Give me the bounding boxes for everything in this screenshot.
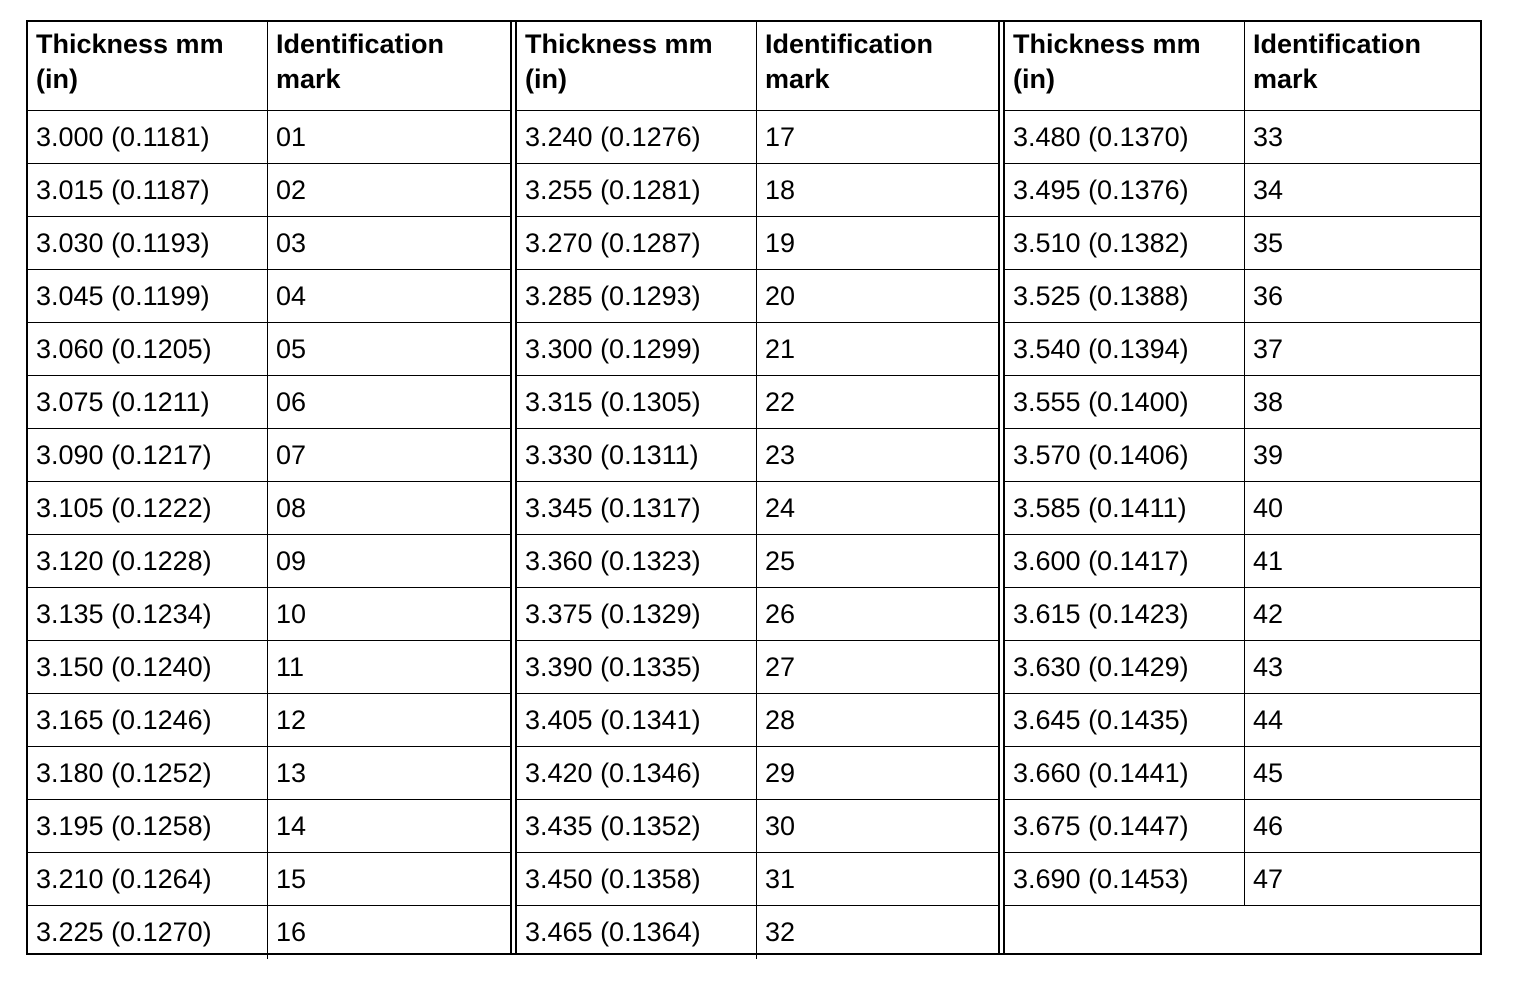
thickness-column-header: Thickness mm (in) bbox=[1005, 22, 1245, 110]
thickness-cell: 3.570 (0.1406) bbox=[1005, 429, 1245, 481]
table-row bbox=[1005, 906, 1480, 959]
thickness-cell: 3.630 (0.1429) bbox=[1005, 641, 1245, 693]
table-row bbox=[1005, 217, 1480, 270]
table-row bbox=[28, 323, 510, 376]
table-row bbox=[28, 588, 510, 641]
thickness-cell: 3.300 (0.1299) bbox=[517, 323, 757, 375]
identification-mark-cell: 30 bbox=[765, 810, 796, 841]
identification-mark-cell: 24 bbox=[765, 492, 796, 523]
table-row bbox=[1005, 270, 1480, 323]
identification-mark-cell: 20 bbox=[765, 280, 796, 311]
thickness-cell: 3.480 (0.1370) bbox=[1005, 111, 1245, 163]
table-row bbox=[517, 853, 998, 906]
table-row bbox=[517, 217, 998, 270]
thickness-cell: 3.375 (0.1329) bbox=[517, 588, 757, 640]
thickness-cell: 3.255 (0.1281) bbox=[517, 164, 757, 216]
table-row bbox=[517, 535, 998, 588]
thickness-cell: 3.405 (0.1341) bbox=[517, 694, 757, 746]
identification-mark-cell bbox=[1245, 906, 1480, 959]
identification-mark-cell: 43 bbox=[1253, 651, 1284, 682]
table-row bbox=[517, 641, 998, 694]
identification-mark-cell: 44 bbox=[1253, 704, 1284, 735]
table-row bbox=[517, 323, 998, 376]
column-group-3 bbox=[998, 22, 1480, 953]
table-row bbox=[517, 800, 998, 853]
identification-mark-cell: 35 bbox=[1253, 227, 1284, 258]
identification-mark-column-header: Identification mark bbox=[276, 29, 444, 94]
table-row bbox=[28, 906, 510, 959]
thickness-cell: 3.660 (0.1441) bbox=[1005, 747, 1245, 799]
table-row bbox=[517, 164, 998, 217]
thickness-cell: 3.645 (0.1435) bbox=[1005, 694, 1245, 746]
table-row bbox=[517, 429, 998, 482]
thickness-cell: 3.045 (0.1199) bbox=[28, 270, 268, 322]
identification-mark-cell: 02 bbox=[276, 174, 307, 205]
identification-mark-cell: 46 bbox=[1253, 810, 1284, 841]
thickness-column-header: Thickness mm (in) bbox=[517, 22, 757, 110]
identification-mark-cell: 07 bbox=[276, 439, 307, 470]
table-row bbox=[1005, 376, 1480, 429]
thickness-cell: 3.315 (0.1305) bbox=[517, 376, 757, 428]
identification-mark-cell: 21 bbox=[765, 333, 796, 364]
thickness-cell: 3.030 (0.1193) bbox=[28, 217, 268, 269]
identification-mark-cell: 03 bbox=[276, 227, 307, 258]
table-row bbox=[517, 376, 998, 429]
identification-mark-cell: 41 bbox=[1253, 545, 1284, 576]
thickness-cell bbox=[1005, 906, 1245, 959]
identification-mark-cell: 27 bbox=[765, 651, 796, 682]
table-row bbox=[28, 217, 510, 270]
thickness-cell: 3.510 (0.1382) bbox=[1005, 217, 1245, 269]
thickness-cell: 3.210 (0.1264) bbox=[28, 853, 268, 905]
column-group-2 bbox=[510, 22, 998, 953]
table-row bbox=[517, 482, 998, 535]
thickness-cell: 3.120 (0.1228) bbox=[28, 535, 268, 587]
identification-mark-cell: 40 bbox=[1253, 492, 1284, 523]
thickness-cell: 3.360 (0.1323) bbox=[517, 535, 757, 587]
identification-mark-cell: 11 bbox=[276, 651, 305, 682]
thickness-cell: 3.585 (0.1411) bbox=[1005, 482, 1245, 534]
identification-mark-column-header: Identification mark bbox=[765, 29, 933, 94]
identification-mark-cell: 04 bbox=[276, 280, 307, 311]
identification-mark-cell: 15 bbox=[276, 863, 307, 894]
thickness-cell: 3.435 (0.1352) bbox=[517, 800, 757, 852]
identification-mark-cell: 34 bbox=[1253, 174, 1284, 205]
identification-mark-column-header: Identification mark bbox=[1253, 29, 1421, 94]
identification-mark-cell: 26 bbox=[765, 598, 796, 629]
table-row bbox=[28, 482, 510, 535]
header-row bbox=[1005, 22, 1480, 111]
table-row bbox=[1005, 694, 1480, 747]
identification-mark-cell: 45 bbox=[1253, 757, 1284, 788]
identification-mark-cell: 09 bbox=[276, 545, 307, 576]
table-row bbox=[1005, 482, 1480, 535]
table-row bbox=[517, 111, 998, 164]
identification-mark-cell: 19 bbox=[765, 227, 796, 258]
identification-mark-cell: 08 bbox=[276, 492, 307, 523]
thickness-cell: 3.330 (0.1311) bbox=[517, 429, 757, 481]
thickness-cell: 3.540 (0.1394) bbox=[1005, 323, 1245, 375]
identification-mark-cell: 01 bbox=[276, 121, 307, 152]
thickness-identification-table bbox=[26, 20, 1482, 955]
identification-mark-cell: 12 bbox=[276, 704, 307, 735]
table-row bbox=[28, 853, 510, 906]
thickness-cell: 3.600 (0.1417) bbox=[1005, 535, 1245, 587]
identification-mark-cell: 25 bbox=[765, 545, 796, 576]
identification-mark-cell: 05 bbox=[276, 333, 307, 364]
table-row bbox=[28, 800, 510, 853]
thickness-cell: 3.615 (0.1423) bbox=[1005, 588, 1245, 640]
thickness-cell: 3.075 (0.1211) bbox=[28, 376, 268, 428]
identification-mark-cell: 33 bbox=[1253, 121, 1284, 152]
table-row bbox=[1005, 164, 1480, 217]
identification-mark-cell: 47 bbox=[1253, 863, 1284, 894]
identification-mark-cell: 42 bbox=[1253, 598, 1284, 629]
table-row bbox=[1005, 747, 1480, 800]
table-row bbox=[28, 270, 510, 323]
identification-mark-cell: 14 bbox=[276, 810, 307, 841]
table-row bbox=[517, 906, 998, 959]
identification-mark-cell: 23 bbox=[765, 439, 796, 470]
thickness-column-header: Thickness mm (in) bbox=[28, 22, 268, 110]
thickness-cell: 3.555 (0.1400) bbox=[1005, 376, 1245, 428]
thickness-cell: 3.240 (0.1276) bbox=[517, 111, 757, 163]
thickness-cell: 3.420 (0.1346) bbox=[517, 747, 757, 799]
table-row bbox=[1005, 429, 1480, 482]
table-row bbox=[1005, 535, 1480, 588]
identification-mark-cell: 29 bbox=[765, 757, 796, 788]
thickness-cell: 3.165 (0.1246) bbox=[28, 694, 268, 746]
identification-mark-cell: 17 bbox=[765, 121, 796, 152]
table-row bbox=[28, 535, 510, 588]
thickness-cell: 3.195 (0.1258) bbox=[28, 800, 268, 852]
thickness-cell: 3.090 (0.1217) bbox=[28, 429, 268, 481]
column-group-1 bbox=[28, 22, 510, 953]
identification-mark-cell: 06 bbox=[276, 386, 307, 417]
table-row bbox=[28, 641, 510, 694]
identification-mark-cell: 38 bbox=[1253, 386, 1284, 417]
thickness-cell: 3.135 (0.1234) bbox=[28, 588, 268, 640]
thickness-cell: 3.675 (0.1447) bbox=[1005, 800, 1245, 852]
identification-mark-cell: 37 bbox=[1253, 333, 1284, 364]
identification-mark-cell: 36 bbox=[1253, 280, 1284, 311]
table-row bbox=[517, 270, 998, 323]
header-row bbox=[28, 22, 510, 111]
identification-mark-cell: 16 bbox=[276, 917, 307, 947]
thickness-cell: 3.225 (0.1270) bbox=[28, 906, 268, 959]
thickness-cell: 3.180 (0.1252) bbox=[28, 747, 268, 799]
identification-mark-cell: 32 bbox=[765, 917, 796, 947]
thickness-cell: 3.465 (0.1364) bbox=[517, 906, 757, 959]
thickness-cell: 3.390 (0.1335) bbox=[517, 641, 757, 693]
table-row bbox=[517, 694, 998, 747]
thickness-cell: 3.150 (0.1240) bbox=[28, 641, 268, 693]
thickness-cell: 3.060 (0.1205) bbox=[28, 323, 268, 375]
table-row bbox=[1005, 800, 1480, 853]
table-row bbox=[517, 588, 998, 641]
identification-mark-cell: 31 bbox=[765, 863, 796, 894]
identification-mark-cell: 39 bbox=[1253, 439, 1284, 470]
table-row bbox=[28, 694, 510, 747]
thickness-cell: 3.345 (0.1317) bbox=[517, 482, 757, 534]
thickness-cell: 3.270 (0.1287) bbox=[517, 217, 757, 269]
table-row bbox=[28, 747, 510, 800]
table-row bbox=[28, 429, 510, 482]
identification-mark-cell: 13 bbox=[276, 757, 307, 788]
thickness-cell: 3.495 (0.1376) bbox=[1005, 164, 1245, 216]
table-row bbox=[517, 747, 998, 800]
thickness-cell: 3.450 (0.1358) bbox=[517, 853, 757, 905]
thickness-cell: 3.690 (0.1453) bbox=[1005, 853, 1245, 905]
table-row bbox=[1005, 853, 1480, 906]
table-row bbox=[28, 111, 510, 164]
table-row bbox=[1005, 641, 1480, 694]
thickness-cell: 3.285 (0.1293) bbox=[517, 270, 757, 322]
identification-mark-cell: 22 bbox=[765, 386, 796, 417]
table-row bbox=[1005, 111, 1480, 164]
thickness-cell: 3.000 (0.1181) bbox=[28, 111, 268, 163]
header-row bbox=[517, 22, 998, 111]
thickness-cell: 3.525 (0.1388) bbox=[1005, 270, 1245, 322]
identification-mark-cell: 28 bbox=[765, 704, 796, 735]
thickness-cell: 3.105 (0.1222) bbox=[28, 482, 268, 534]
table-row bbox=[28, 164, 510, 217]
table-row bbox=[28, 376, 510, 429]
table-row bbox=[1005, 588, 1480, 641]
identification-mark-cell: 18 bbox=[765, 174, 796, 205]
identification-mark-cell: 10 bbox=[276, 598, 307, 629]
table-row bbox=[1005, 323, 1480, 376]
thickness-cell: 3.015 (0.1187) bbox=[28, 164, 268, 216]
